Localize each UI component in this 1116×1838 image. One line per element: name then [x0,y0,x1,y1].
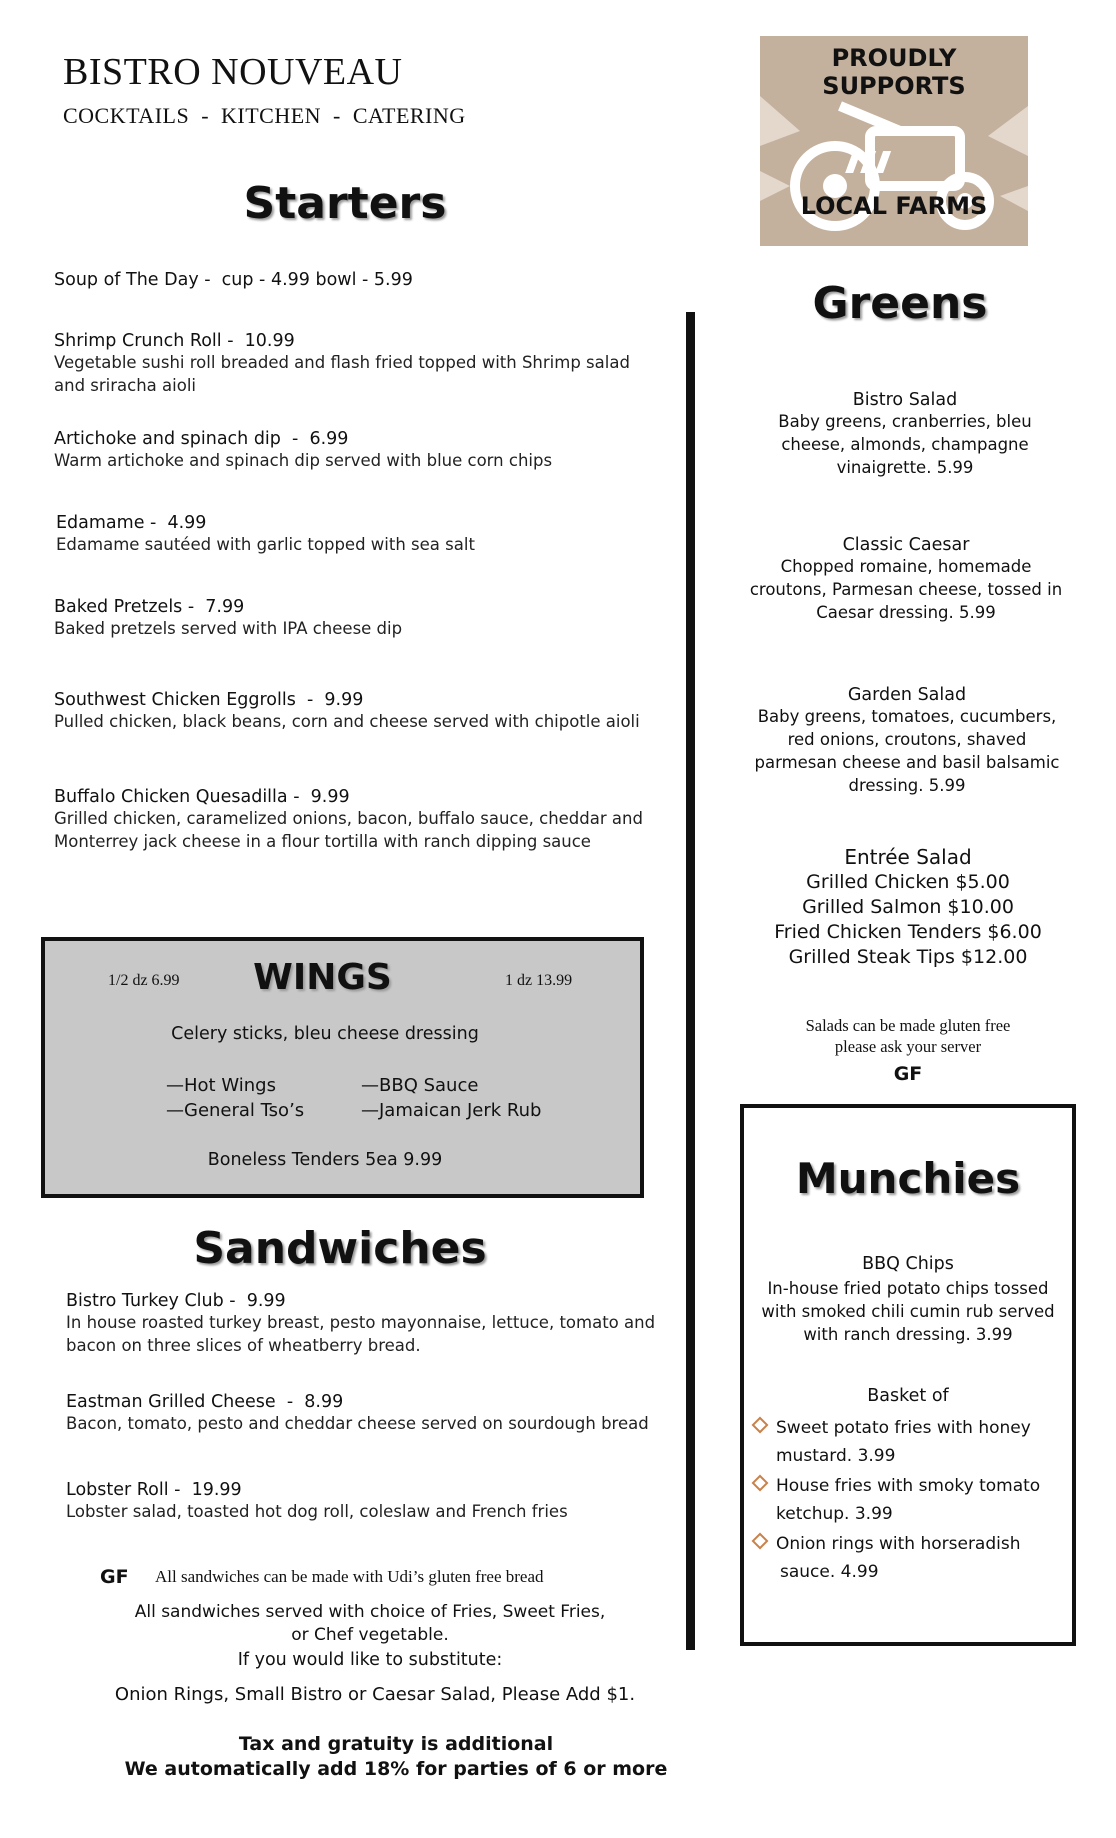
sandwich-name: Bistro Turkey Club - 9.99 [66,1291,286,1311]
basket-item-text: sauce. 4.99 [780,1562,879,1582]
entree-salad-option: Grilled Steak Tips $12.00 [788,946,1028,968]
starter-name: Shrimp Crunch Roll - 10.99 [54,331,295,351]
wings-option: —Hot Wings [166,1075,276,1096]
greens-item [748,685,1066,797]
wings-half-dozen-price: 1/2 dz 6.99 [108,972,180,989]
starter-desc: Pulled chicken, black beans, corn and cheese served with chipotle aioli [54,712,640,731]
munchies-basket-item [754,1530,1064,1586]
starter-item [54,270,664,290]
basket-item-text: Onion rings with horseradish [776,1534,1021,1554]
munchies-chips-desc: In-house fried potato chips tossed with smoked chili cumin rub served with ranch dressing. 3.99 [761,1279,1055,1344]
greens-heading: Greens [812,278,988,329]
starter-item [54,597,664,640]
wings-sides: Celery sticks, bleu cheese dressing [171,1024,479,1044]
restaurant-tagline: COCKTAILS - KITCHEN - CATERING [63,103,466,128]
starter-item [56,513,666,556]
basket-item-text: mustard. 3.99 [776,1446,896,1466]
starter-desc: Vegetable sushi roll breaded and flash fried topped with Shrimp salad and sriracha aioli [54,353,630,395]
sandwich-desc: Bacon, tomato, pesto and cheddar cheese served on sourdough bread [66,1414,649,1433]
starter-desc: Grilled chicken, caramelized onions, bacon, buffalo sauce, cheddar and Monterrey jack cheese in a flour tortilla with ranch dipping sauce [54,809,643,851]
basket-item-text: House fries with smoky tomato [776,1476,1041,1496]
greens-desc: Baby greens, tomatoes, cucumbers, red onions, croutons, shaved parmesan cheese and basil balsamic dressing. 5.99 [754,707,1060,795]
starter-name: Edamame - 4.99 [56,513,207,533]
starter-name: Soup of The Day - cup - 4.99 bowl - 5.99 [54,270,413,290]
greens-desc: Chopped romaine, homemade croutons, Parmesan cheese, tossed in Caesar dressing. 5.99 [749,557,1063,622]
restaurant-name: BISTRO NOUVEAU [63,51,403,93]
sandwiches-addon: Onion Rings, Small Bistro or Caesar Salad, Please Add $1. [114,1684,636,1705]
greens-gf-label: GF [893,1063,923,1085]
greens-item [744,535,1068,624]
wings-option: —Jamaican Jerk Rub [361,1100,542,1121]
sandwiches-gf-note: All sandwiches can be made with Udi’s gluten free bread [155,1567,544,1586]
starter-name: Artichoke and spinach dip - 6.99 [54,429,349,449]
sandwich-item [66,1291,666,1357]
diamond-bullet-icon [752,1533,769,1550]
sandwiches-substitute: If you would like to substitute: [237,1650,503,1670]
local-farms-badge [760,36,1028,246]
sandwiches-gf-label: GF [100,1566,129,1588]
starter-desc: Warm artichoke and spinach dip served with blue corn chips [54,451,553,470]
sandwich-name: Lobster Roll - 19.99 [66,1480,242,1500]
munchies-basket-item [754,1472,1064,1528]
column-divider [686,312,695,1650]
munchies-basket-title: Basket of [867,1386,949,1406]
wings-boneless: Boneless Tenders 5ea 9.99 [207,1150,443,1170]
badge-bottom-text: LOCAL FARMS [800,192,988,220]
greens-item [750,390,1060,479]
greens-name: Bistro Salad [852,390,958,410]
starter-item [54,429,664,472]
footer-tax-note: Tax and gratuity is additional [238,1733,554,1755]
entree-salad-option: Grilled Chicken $5.00 [806,871,1010,893]
sandwich-desc: Lobster salad, toasted hot dog roll, coleslaw and French fries [66,1502,568,1521]
entree-salad-title: Entrée Salad [844,845,972,869]
basket-item-text: ketchup. 3.99 [776,1504,893,1524]
wings-heading: WINGS [253,957,392,998]
wings-option: —BBQ Sauce [361,1075,479,1096]
greens-desc: Baby greens, cranberries, bleu cheese, almonds, champagne vinaigrette. 5.99 [778,412,1032,477]
starter-desc: Baked pretzels served with IPA cheese dip [54,619,403,638]
greens-name: Classic Caesar [842,535,970,555]
badge-top-text: PROUDLY SUPPORTS [822,44,966,100]
wings-dozen-price: 1 dz 13.99 [505,972,573,989]
greens-gf-note: Salads can be made gluten free [805,1016,1011,1035]
starter-name: Buffalo Chicken Quesadilla - 9.99 [54,787,350,807]
diamond-bullet-icon [752,1417,769,1434]
munchies-box [740,1104,1076,1646]
entree-salad-option: Grilled Salmon $10.00 [802,896,1014,918]
entree-salad [750,844,1066,970]
entree-salad-option: Fried Chicken Tenders $6.00 [774,921,1042,943]
starter-item [54,787,654,853]
starter-name: Baked Pretzels - 7.99 [54,597,245,617]
starter-item [54,331,664,397]
diamond-bullet-icon [752,1475,769,1492]
sandwich-name: Eastman Grilled Cheese - 8.99 [66,1392,344,1412]
greens-gf-note: please ask your server [834,1037,982,1056]
greens-name: Garden Salad [847,685,967,705]
sandwich-item [66,1392,676,1435]
sandwich-desc: In house roasted turkey breast, pesto mayonnaise, lettuce, tomato and bacon on three slices of wheatberry bread. [66,1313,656,1355]
munchies-basket-item [754,1414,1064,1470]
wings-option: —General Tso’s [166,1100,305,1121]
footer-gratuity-note: We automatically add 18% for parties of 6 or more [124,1758,668,1780]
starters-heading: Starters [243,178,447,229]
sandwich-item [66,1480,676,1523]
starter-item [54,690,674,733]
starter-desc: Edamame sautéed with garlic topped with sea salt [56,535,475,554]
sandwiches-heading: Sandwiches [193,1223,487,1274]
sandwiches-served-with: All sandwiches served with choice of Fries, Sweet Fries, [134,1602,606,1622]
wings-box [41,937,644,1198]
munchies-chips-name: BBQ Chips [862,1254,954,1274]
sandwiches-served-with: or Chef vegetable. [291,1625,449,1645]
starter-name: Southwest Chicken Eggrolls - 9.99 [54,690,364,710]
basket-item-text: Sweet potato fries with honey [776,1418,1031,1438]
munchies-heading: Munchies [795,1154,1021,1203]
